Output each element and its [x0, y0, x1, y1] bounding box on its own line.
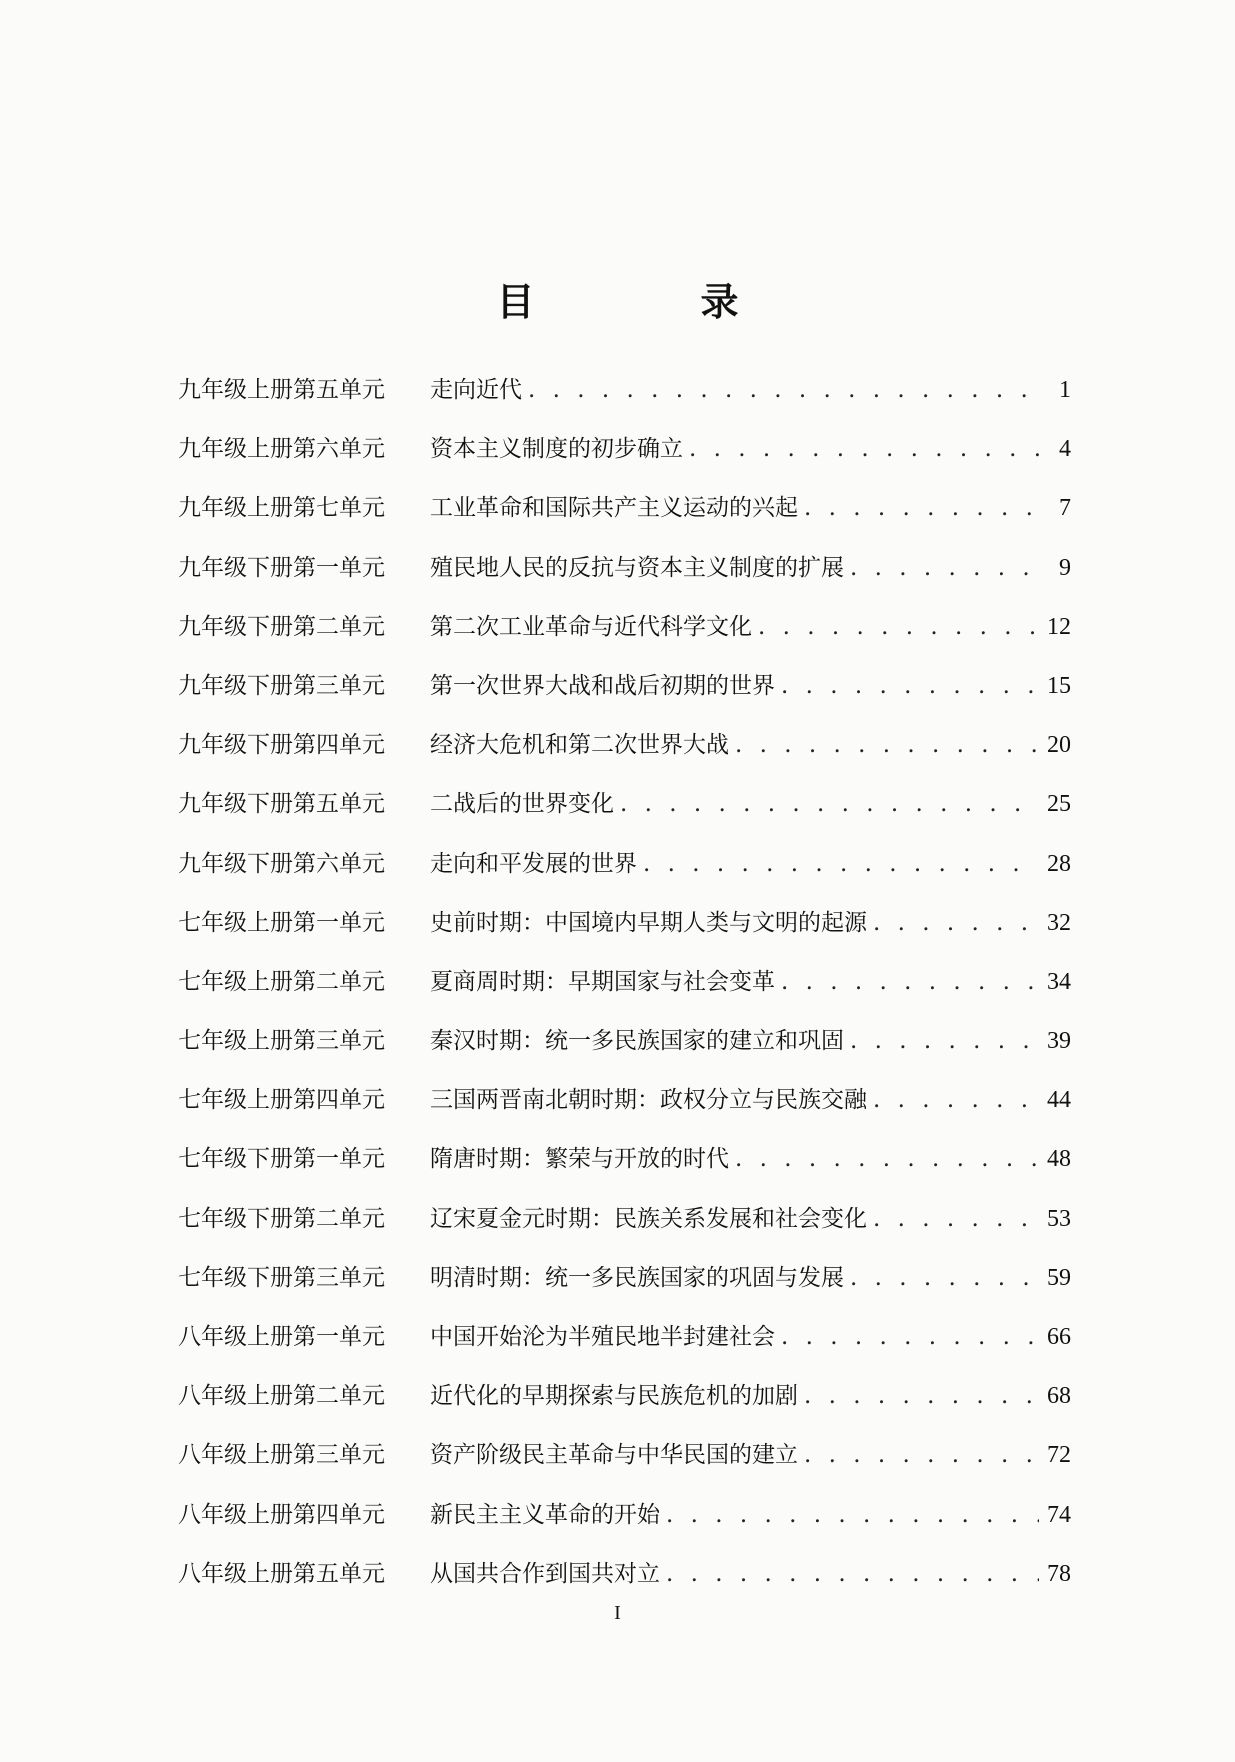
toc-topic: 隋唐时期：繁荣与开放的时代	[430, 1146, 729, 1173]
toc-leader-dots	[804, 493, 1039, 523]
toc-page-number: 78	[1047, 1560, 1071, 1587]
toc-page-number: 32	[1047, 909, 1071, 936]
table-of-contents	[178, 375, 1071, 1618]
toc-page-number: 20	[1047, 732, 1071, 759]
toc-leader-dots	[620, 789, 1039, 819]
toc-leader-dots	[666, 1500, 1039, 1530]
toc-topic: 近代化的早期探索与民族危机的加剧	[430, 1383, 798, 1410]
toc-unit-label: 九年级上册第五单元	[178, 377, 385, 403]
toc-unit-label: 九年级下册第二单元	[178, 613, 385, 640]
toc-entry[interactable]	[178, 730, 1071, 789]
toc-leader-dots	[850, 1263, 1039, 1293]
toc-unit-label: 九年级下册第三单元	[178, 672, 385, 699]
toc-unit-label: 八年级上册第三单元	[178, 1442, 385, 1469]
toc-entry[interactable]	[178, 1144, 1071, 1203]
toc-page-number: 74	[1047, 1501, 1071, 1528]
toc-unit-label: 七年级上册第一单元	[178, 909, 385, 936]
toc-topic: 工业革命和国际共产主义运动的兴起	[430, 495, 798, 522]
toc-entry[interactable]	[178, 1500, 1071, 1559]
toc-unit-label: 八年级上册第二单元	[178, 1383, 385, 1410]
toc-topic: 明清时期：统一多民族国家的巩固与发展	[430, 1264, 844, 1291]
toc-entry[interactable]	[178, 1263, 1071, 1322]
toc-unit-label: 七年级下册第一单元	[178, 1146, 385, 1173]
toc-unit-label: 七年级上册第三单元	[178, 1028, 385, 1055]
toc-entry[interactable]	[178, 375, 1071, 434]
toc-leader-dots	[804, 1440, 1039, 1470]
toc-page-number: 44	[1047, 1087, 1071, 1114]
toc-page-number: 12	[1047, 613, 1071, 640]
toc-unit-label: 八年级上册第四单元	[178, 1501, 385, 1528]
toc-leader-dots	[804, 1381, 1039, 1411]
toc-unit-label: 九年级上册第七单元	[178, 495, 385, 522]
toc-entry[interactable]	[178, 493, 1071, 552]
toc-leader-dots	[781, 671, 1039, 701]
toc-page-number: 59	[1047, 1264, 1071, 1291]
toc-page-number: 39	[1047, 1028, 1071, 1055]
toc-page-number: 9	[1059, 554, 1071, 581]
toc-page-number: 7	[1059, 495, 1071, 522]
toc-unit-label: 八年级上册第五单元	[178, 1560, 385, 1587]
toc-leader-dots	[643, 849, 1039, 879]
toc-unit-label: 七年级下册第三单元	[178, 1264, 385, 1291]
toc-topic: 从国共合作到国共对立	[430, 1560, 660, 1587]
toc-page-number: 1	[1059, 377, 1071, 403]
toc-topic: 秦汉时期：统一多民族国家的建立和巩固	[430, 1028, 844, 1055]
toc-topic: 殖民地人民的反抗与资本主义制度的扩展	[430, 554, 844, 581]
toc-topic: 走向近代	[430, 377, 522, 403]
toc-leader-dots	[781, 1322, 1039, 1352]
toc-entry[interactable]	[178, 967, 1071, 1026]
toc-leader-dots	[873, 1204, 1039, 1234]
toc-unit-label: 九年级下册第五单元	[178, 791, 385, 818]
toc-topic: 第一次世界大战和战后初期的世界	[430, 672, 775, 699]
toc-topic: 二战后的世界变化	[430, 791, 614, 818]
toc-leader-dots	[666, 1559, 1039, 1589]
toc-entry[interactable]	[178, 612, 1071, 671]
toc-entry[interactable]	[178, 849, 1071, 908]
toc-entry[interactable]	[178, 1440, 1071, 1499]
toc-leader-dots	[781, 967, 1039, 997]
toc-leader-dots	[735, 730, 1039, 760]
toc-page-number: 53	[1047, 1205, 1071, 1232]
toc-topic: 中国开始沦为半殖民地半封建社会	[430, 1324, 775, 1350]
toc-page-number: 66	[1047, 1324, 1071, 1350]
toc-leader-dots	[850, 1026, 1039, 1056]
toc-topic: 辽宋夏金元时期：民族关系发展和社会变化	[430, 1205, 867, 1232]
toc-leader-dots	[873, 1085, 1039, 1115]
toc-unit-label: 七年级上册第四单元	[178, 1087, 385, 1114]
toc-page-number: 34	[1047, 968, 1071, 995]
toc-topic: 史前时期：中国境内早期人类与文明的起源	[430, 909, 867, 936]
toc-page-number: 4	[1059, 436, 1071, 463]
toc-topic: 资产阶级民主革命与中华民国的建立	[430, 1442, 798, 1469]
toc-unit-label: 七年级上册第二单元	[178, 968, 385, 995]
toc-unit-label: 七年级下册第二单元	[178, 1205, 385, 1232]
toc-entry[interactable]	[178, 1085, 1071, 1144]
toc-entry[interactable]	[178, 553, 1071, 612]
page-title: 目 录	[496, 280, 803, 325]
toc-leader-dots	[758, 612, 1039, 642]
toc-entry[interactable]	[178, 908, 1071, 967]
toc-page-number: 72	[1047, 1442, 1071, 1469]
toc-unit-label: 九年级下册第四单元	[178, 732, 385, 759]
toc-leader-dots	[735, 1144, 1039, 1174]
toc-entry[interactable]	[178, 1381, 1071, 1440]
toc-topic: 经济大危机和第二次世界大战	[430, 732, 729, 759]
toc-entry[interactable]	[178, 434, 1071, 493]
toc-entry[interactable]	[178, 1026, 1071, 1085]
toc-page-number: 15	[1047, 672, 1071, 699]
toc-entry[interactable]	[178, 1322, 1071, 1381]
toc-unit-label: 九年级下册第一单元	[178, 554, 385, 581]
toc-topic: 资本主义制度的初步确立	[430, 436, 683, 463]
toc-leader-dots	[528, 375, 1039, 405]
toc-entry[interactable]	[178, 1204, 1071, 1263]
toc-leader-dots	[850, 553, 1039, 583]
toc-topic: 新民主主义革命的开始	[430, 1501, 660, 1528]
toc-page-number: 68	[1047, 1383, 1071, 1410]
toc-leader-dots	[689, 434, 1039, 464]
toc-topic: 走向和平发展的世界	[430, 850, 637, 877]
toc-unit-label: 九年级上册第六单元	[178, 436, 385, 463]
footer-page-number: I	[614, 1602, 621, 1624]
toc-unit-label: 九年级下册第六单元	[178, 850, 385, 877]
toc-topic: 第二次工业革命与近代科学文化	[430, 613, 752, 640]
toc-unit-label: 八年级上册第一单元	[178, 1324, 385, 1350]
toc-page-number: 25	[1047, 791, 1071, 818]
toc-page-number: 28	[1047, 850, 1071, 877]
toc-page-number: 48	[1047, 1146, 1071, 1173]
toc-topic: 三国两晋南北朝时期：政权分立与民族交融	[430, 1087, 867, 1114]
toc-entry[interactable]	[178, 671, 1071, 730]
toc-topic: 夏商周时期：早期国家与社会变革	[430, 968, 775, 995]
toc-leader-dots	[873, 908, 1039, 938]
toc-entry[interactable]	[178, 789, 1071, 848]
